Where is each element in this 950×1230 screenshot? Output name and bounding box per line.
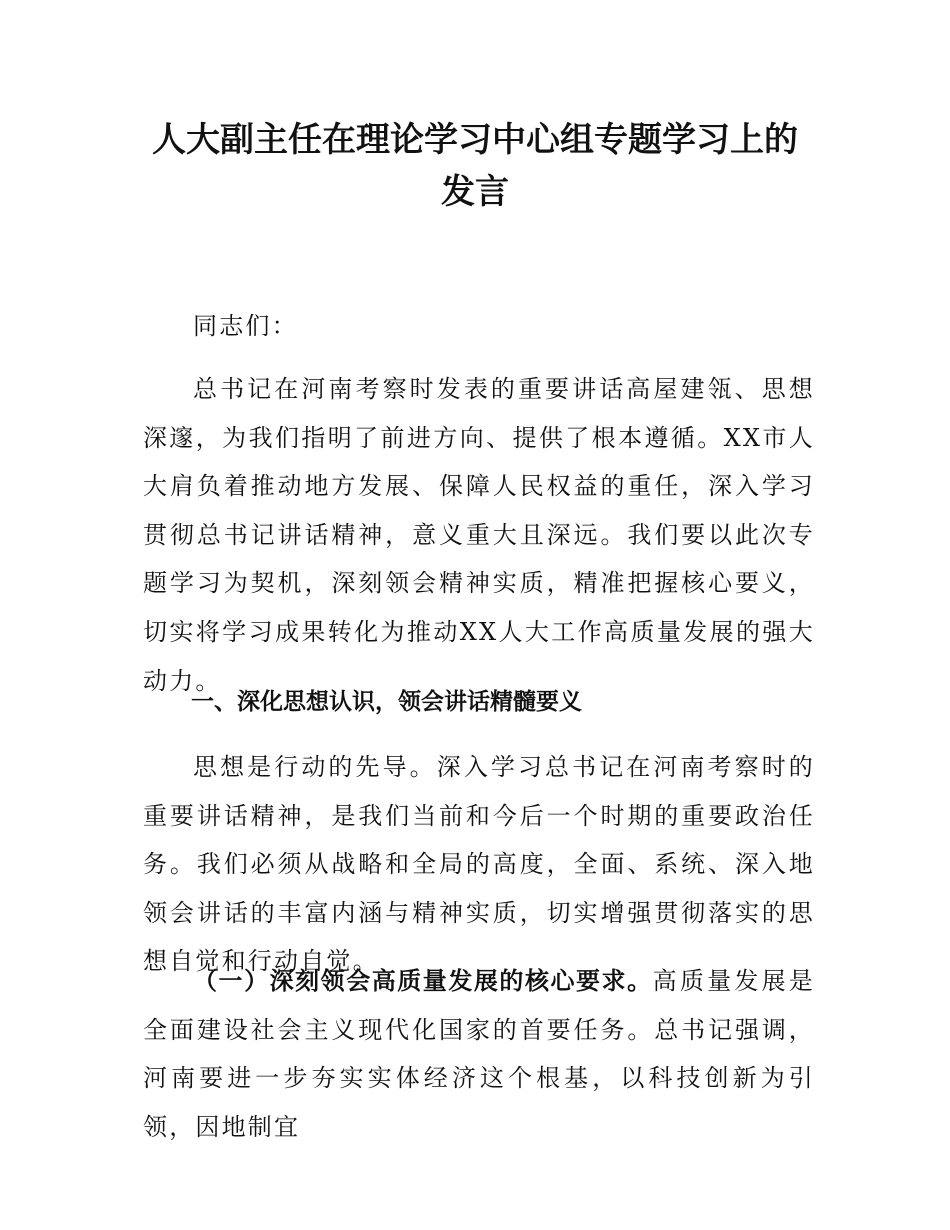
section-1-paragraph: 思想是行动的先导。深入学习总书记在河南考察时的重要讲话精神，是我们当前和今后一个时期的重要政治任务。我们必须从战略和全局的高度，全面、系统、深入地领会讲话的丰富内涵与精神实质，切实增强贯彻落实的思想自觉和行动自觉。 [143, 753, 815, 976]
document-title [100, 114, 850, 218]
section-1-heading: 一、深化思想认识，领会讲话精髓要义 [191, 689, 582, 715]
title-line-2: 发言 [441, 172, 509, 212]
title-line-1: 人大副主任在理论学习中心组专题学习上的 [152, 120, 798, 160]
salutation: 同志们： [193, 312, 298, 340]
subsection-1-lead: （一）深刻领会高质量发展的核心要求。 [193, 967, 653, 995]
subsection-1-text: 高质量发展是全面建设社会主义现代化国家的首要任务。总书记强调，河南要进一步夯实实体经济这个根基，以科技创新为引领，因地制宜 [143, 967, 815, 1141]
subsection-1-paragraph [143, 957, 815, 1151]
intro-paragraph: 总书记在河南考察时发表的重要讲话高屋建瓴、思想深邃，为我们指明了前进方向、提供了根本遵循。XX市人大肩负着推动地方发展、保障人民权益的重任，深入学习贯彻总书记讲话精神，意义重大且深远。我们要以此次专题学习为契机，深刻领会精神实质，精准把握核心要义，切实将学习成果转化为推动XX人大工作高质量发展的强大动力。 [143, 375, 815, 695]
